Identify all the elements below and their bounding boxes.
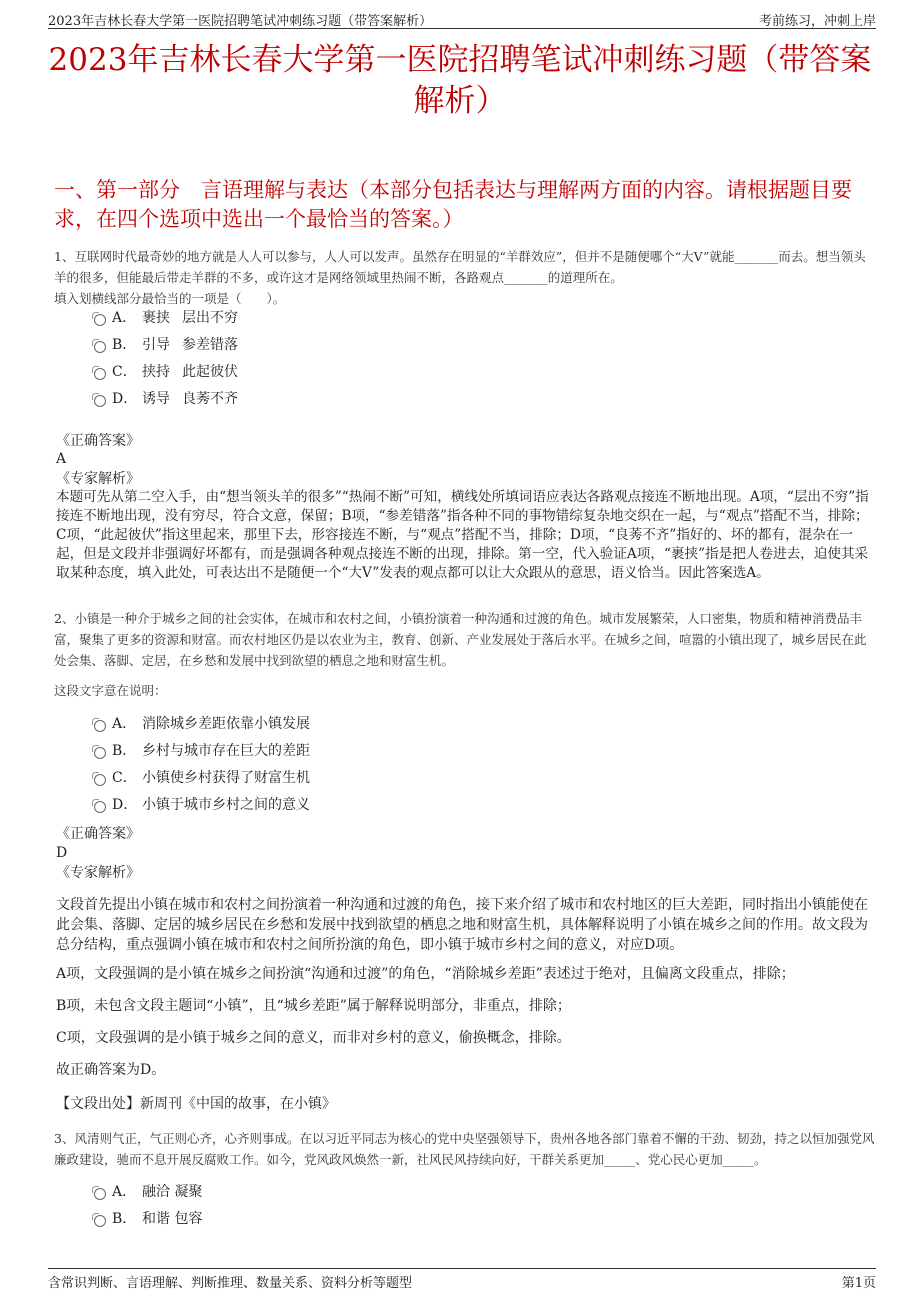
q2-analysis-label: 《专家解析》 [56,865,140,881]
question-1-text: 1、互联网时代最奇妙的地方就是人人可以参与，人人可以发声。虽然存在明显的“羊群效应”，但并不是随便哪个“大V”就能_______而去。想当领头羊的很多，但能最后带走羊群的不多，或许这才是网络领域里热闹不断，各路观点_______的道理所在。 [54,249,866,285]
option-letter: B． [112,743,137,759]
option-word-1: 诱导 [142,391,170,407]
radio-icon[interactable] [94,314,106,326]
radio-icon[interactable] [94,341,106,353]
radio-icon[interactable] [94,801,106,813]
option-letter: A． [112,716,137,732]
question-2-prompt: 这段文字意在说明： [54,683,167,698]
document-title: 2023年吉林长春大学第一医院招聘笔试冲刺练习题（带答案解析） [48,42,872,119]
header-slogan: 考前练习，冲刺上岸 [758,14,876,29]
q2-analysis-p4: C项，文段强调的是小镇于城乡之间的意义，而非对乡村的意义，偷换概念，排除。 [56,1030,571,1046]
q2-answer: D [56,845,68,861]
q1-option-b[interactable] [94,334,238,356]
option-word-1: 引导 [142,337,170,353]
q1-answer-label: 《正确答案》 [56,433,140,449]
q2-answer-label: 《正确答案》 [56,826,140,842]
q3-option-a[interactable] [94,1181,202,1203]
option-word-2: 层出不穷 [182,310,238,326]
q2-option-d[interactable] [94,794,310,816]
q2-source: 【文段出处】新周刊《中国的故事，在小镇》 [56,1096,336,1112]
radio-icon[interactable] [94,1215,106,1227]
q1-analysis-label: 《专家解析》 [56,471,140,487]
q2-analysis-p5: 故正确答案为D。 [56,1062,166,1078]
radio-icon[interactable] [94,1188,106,1200]
option-letter: A． [112,1184,137,1200]
q1-option-c[interactable] [94,361,238,383]
q2-analysis-p1: 文段首先提出小镇在城市和农村之间扮演着一种沟通和过渡的角色，接下来介绍了城市和农村地区的巨大差距，同时指出小镇能使在此会集、落脚、定居的城乡居民在乡愁和发展中找到欲望的栖息之地和财富生机，具体解释说明了小镇在城乡之间的作用。故文段为总分结构，重点强调小镇在城市和农村之间所扮演的角色，即小镇于城市乡村之间的意义，对应D项。 [56,897,868,953]
radio-icon[interactable] [94,774,106,786]
option-letter: C． [112,770,137,786]
option-text: 小镇使乡村获得了财富生机 [142,770,310,786]
option-letter: C． [112,364,137,380]
radio-icon[interactable] [94,368,106,380]
q2-option-a[interactable] [94,713,310,735]
q2-analysis-p2: A项，文段强调的是小镇在城乡之间扮演“沟通和过渡”的角色，“消除城乡差距”表述过于绝对，且偏离文段重点，排除； [56,966,795,982]
option-word-2: 参差错落 [182,337,238,353]
footer-topics: 含常识判断、言语理解、判断推理、数量关系、资料分析等题型 [48,1276,413,1291]
option-letter: D． [112,391,138,407]
q2-analysis-p3: B项，未包含文段主题词“小镇”，且“城乡差距”属于解释说明部分，非重点，排除； [56,998,571,1014]
option-letter: D． [112,797,138,813]
q1-option-a[interactable] [94,307,238,329]
section-heading: 一、第一部分 言语理解与表达（本部分包括表达与理解两方面的内容。请根据题目要求，在四个选项中选出一个最恰当的答案。） [54,178,852,231]
option-letter: A． [112,310,137,326]
option-text: 小镇于城市乡村之间的意义 [142,797,310,813]
question-2-text: 2、小镇是一种介于城乡之间的社会实体，在城市和农村之间，小镇扮演着一种沟通和过渡的角色。城市发展繁荣，人口密集，物质和精神消费品丰富，聚集了更多的资源和财富。而农村地区仍是以农业为主，教育、创新、产业发展处于落后水平。在城乡之间，喧嚣的小镇出现了，城乡居民在此处会集、落脚、定居，在乡愁和发展中找到欲望的栖息之地和财富生机。 [54,611,867,668]
q1-analysis: 本题可先从第二空入手，由“想当领头羊的很多”“热闹不断”可知，横线处所填词语应表达各路观点接连不断地出现。A项，“层出不穷”指接连不断地出现，没有穷尽，符合文意，保留；B项，“参差错落”指各种不同的事物错综复杂地交织在一起，与“观点”搭配不当，排除；C项，“此起彼伏”指这里起来，那里下去，形容接连不断，与“观点”搭配不当，排除；D项，“良莠不齐”指好的、坏的都有，混杂在一起，但是文段并非强调好坏都有，而是强调各种观点接连不断的出现，排除。第一空，代入验证A项，“裹挟”指是把人卷进去，迫使其采取某种态度，填入此处，可表达出不是随便一个“大V”发表的观点都可以让大众跟从的意思，语义恰当。因此答案选A。 [56,489,869,581]
page-number: 第1页 [841,1276,876,1291]
q1-option-d[interactable] [94,388,238,410]
option-text: 乡村与城市存在巨大的差距 [142,743,310,759]
option-letter: B． [112,337,137,353]
header-doc-title: 2023年吉林长春大学第一医院招聘笔试冲刺练习题（带答案解析） [48,14,433,29]
option-letter: B． [112,1211,137,1227]
radio-icon[interactable] [94,720,106,732]
radio-icon[interactable] [94,747,106,759]
option-text: 和谐 包容 [142,1211,203,1227]
radio-icon[interactable] [94,395,106,407]
q3-option-b[interactable] [94,1208,202,1230]
option-word-1: 裹挟 [142,310,170,326]
page-footer [48,1268,876,1291]
page-header [48,10,876,29]
question-1-prompt: 填入划横线部分最恰当的一项是（ ）。 [54,291,286,306]
q1-answer: A [56,451,67,467]
option-text: 融洽 凝聚 [142,1184,203,1200]
option-word-1: 挟持 [142,364,170,380]
option-text: 消除城乡差距依靠小镇发展 [142,716,310,732]
option-word-2: 良莠不齐 [182,391,238,407]
q2-option-c[interactable] [94,767,310,789]
option-word-2: 此起彼伏 [182,364,238,380]
question-3-text: 3、风清则气正，气正则心齐，心齐则事成。在以习近平同志为核心的党中央坚强领导下，贵州各地各部门靠着不懈的干劲、韧劲，持之以恒加强党风廉政建设，驰而不息开展反腐败工作。如今，党风政风焕然一新，社风民风持续向好，干群关系更加_____、党心民心更加_____。 [54,1131,875,1167]
q2-option-b[interactable] [94,740,310,762]
